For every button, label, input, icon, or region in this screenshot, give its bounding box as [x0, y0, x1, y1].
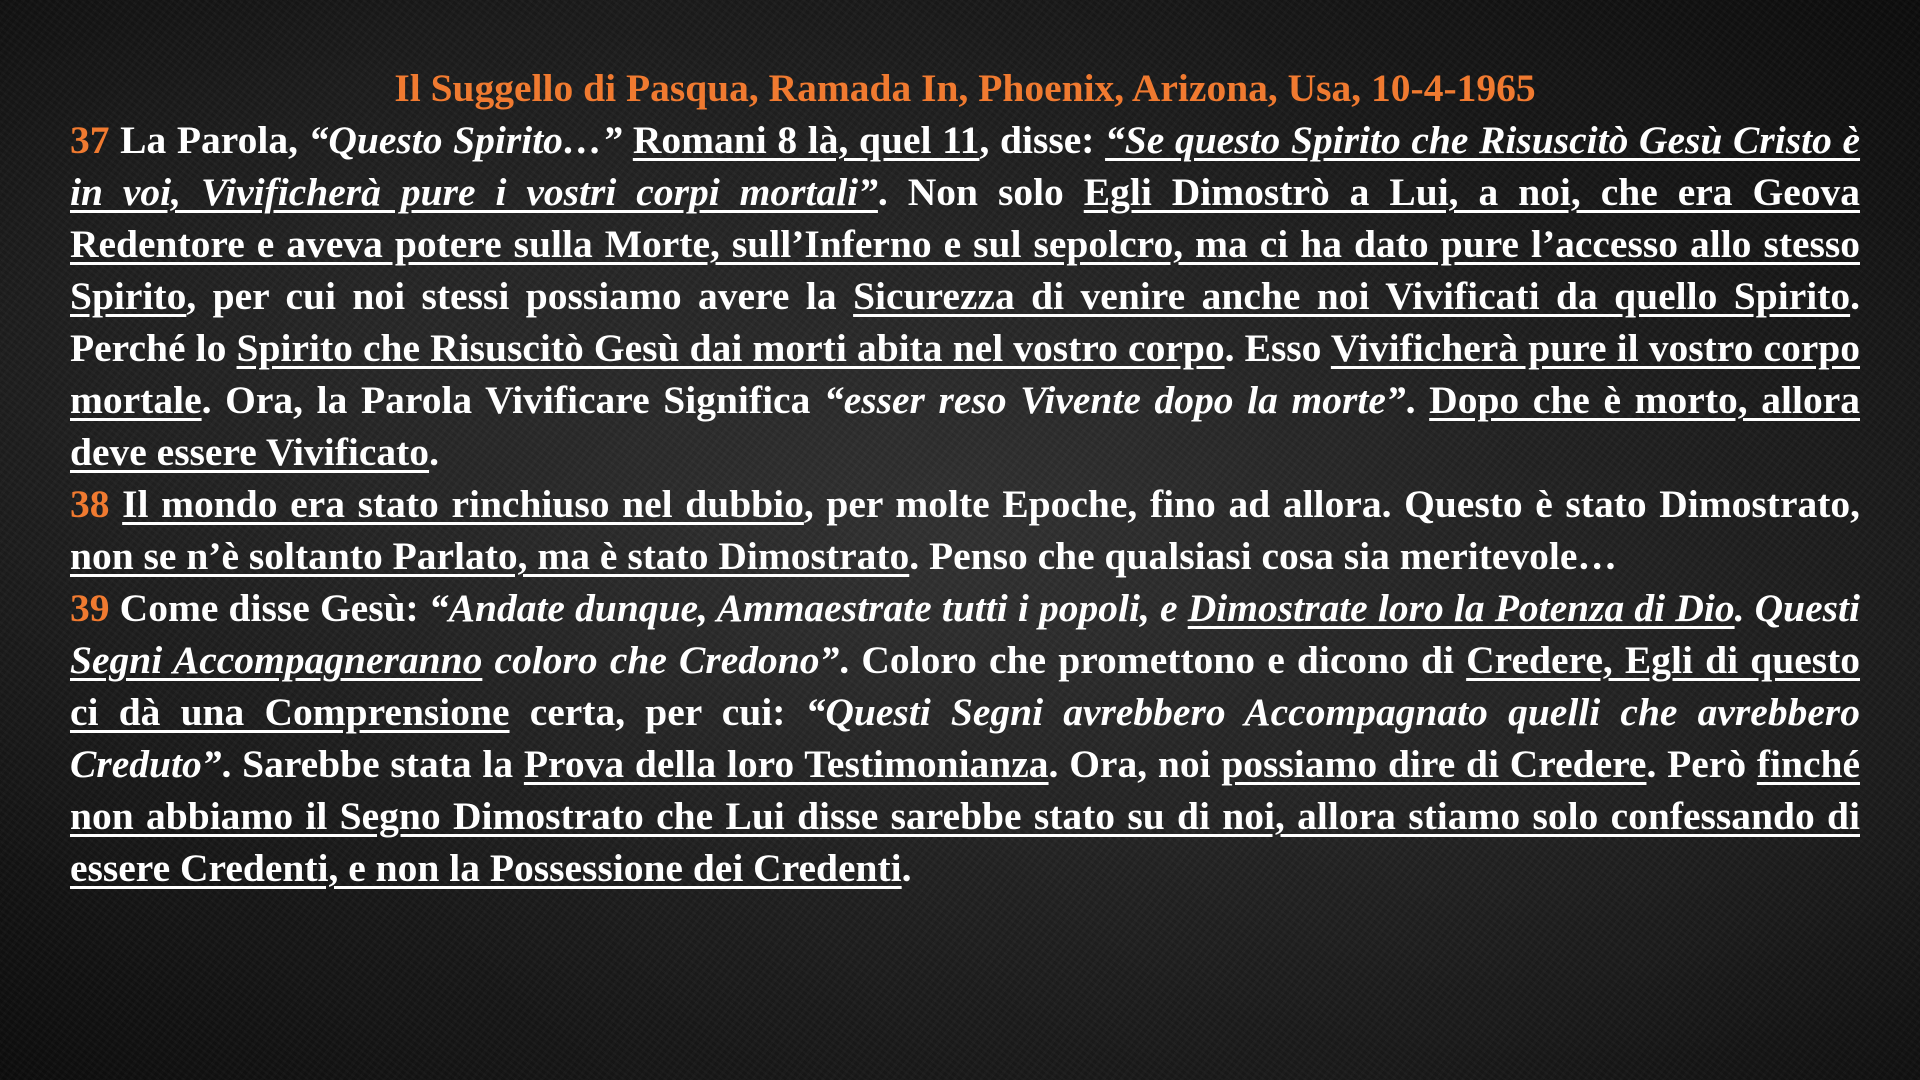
body-text: Come disse Gesù:	[109, 586, 429, 630]
body-text: . Perché lo	[70, 274, 1860, 370]
quoted-text: coloro che Credono”	[482, 638, 840, 682]
paragraph-39	[70, 582, 1860, 894]
paragraph-37	[70, 114, 1860, 478]
body-text: . Sarebbe stata la	[221, 742, 524, 786]
quoted-text: . Questi	[1734, 586, 1860, 630]
underlined-text: Spirito che Risuscitò Gesù dai morti abita nel vostro corpo	[236, 326, 1225, 370]
body-text	[622, 118, 633, 162]
body-text: .	[1405, 378, 1430, 422]
paragraph-number: 38	[70, 482, 110, 526]
body-text: . Ora, noi	[1048, 742, 1222, 786]
quoted-text: “Andate dunque, Ammaestrate tutti i popoli, e	[428, 586, 1188, 630]
paragraph-number: 39	[70, 586, 110, 630]
paragraph-text	[70, 482, 1860, 578]
underlined-text: “Se questo Spirito che Risuscitò Gesù Cristo è in voi, Vivificherà pure i vostri corpi mortali”	[70, 118, 1861, 214]
sermon-slide	[70, 62, 1860, 894]
underlined-text: Dopo che è morto, allora deve essere Vivificato	[70, 378, 1860, 474]
quoted-text: “Questo Spirito…”	[308, 118, 623, 162]
underlined-text: non se n’è soltanto Parlato, ma è stato Dimostrato	[70, 534, 910, 578]
body-text: . Esso	[1224, 326, 1331, 370]
body-text: , disse:	[979, 118, 1106, 162]
body-text: .	[429, 430, 439, 474]
underlined-text: Prova della loro Testimonianza	[523, 742, 1049, 786]
underlined-text: Credere, Egli di questo ci dà una Comprensione	[70, 638, 1860, 734]
underlined-text: Dimostrate loro la Potenza di Dio	[1187, 586, 1735, 630]
underlined-text: finché non abbiamo il Segno Dimostrato che Lui disse sarebbe stato su di noi, allora stiamo solo confessando di essere Credenti, e non la Possessione dei Credenti	[70, 742, 1860, 890]
body-text: . Penso che qualsiasi cosa sia meritevole…	[909, 534, 1617, 578]
underlined-text: Vivificherà pure il vostro corpo mortale	[70, 326, 1860, 422]
body-text: , per molte Epoche, fino ad allora. Questo è stato Dimostrato,	[803, 482, 1861, 526]
underlined-text: possiamo dire di Credere	[1221, 742, 1647, 786]
body-text: , per cui noi stessi possiamo avere la	[186, 274, 854, 318]
body-text: . Però	[1646, 742, 1757, 786]
paragraph-number: 37	[70, 118, 110, 162]
quoted-text: “Questi Segni avrebbero Accompagnato quelli che avrebbero Creduto”	[70, 690, 1860, 786]
body-text: . Ora, la Parola Vivificare Significa	[201, 378, 824, 422]
paragraph-text	[70, 586, 1860, 890]
paragraph-text	[70, 118, 1860, 474]
underlined-text: Il mondo era stato rinchiuso nel dubbio	[122, 482, 804, 526]
sermon-title: Il Suggello di Pasqua, Ramada In, Phoenix, Arizona, Usa, 10-4-1965	[394, 66, 1536, 110]
body-text: .	[901, 846, 912, 890]
quoted-text: “esser reso Vivente dopo la morte”	[823, 378, 1406, 422]
body-text	[110, 482, 123, 526]
underlined-text: Romani 8 là, quel 11	[632, 118, 980, 162]
paragraph-38	[70, 478, 1860, 582]
underlined-text: Sicurezza di venire anche noi Vivificati da quello Spirito	[853, 274, 1851, 318]
body-text: . Non solo	[877, 170, 1084, 214]
body-text: certa, per cui:	[509, 690, 806, 734]
underlined-text: Segni Accompagneranno	[70, 638, 483, 682]
body-text: . Coloro che promettono e dicono di	[839, 638, 1467, 682]
body-text: La Parola,	[109, 118, 309, 162]
underlined-text: Egli Dimostrò a Lui, a noi, che era Geova Redentore e aveva potere sulla Morte, sull’Inferno e sul sepolcro, ma ci ha dato pure l’accesso allo stesso Spirito	[70, 170, 1861, 318]
